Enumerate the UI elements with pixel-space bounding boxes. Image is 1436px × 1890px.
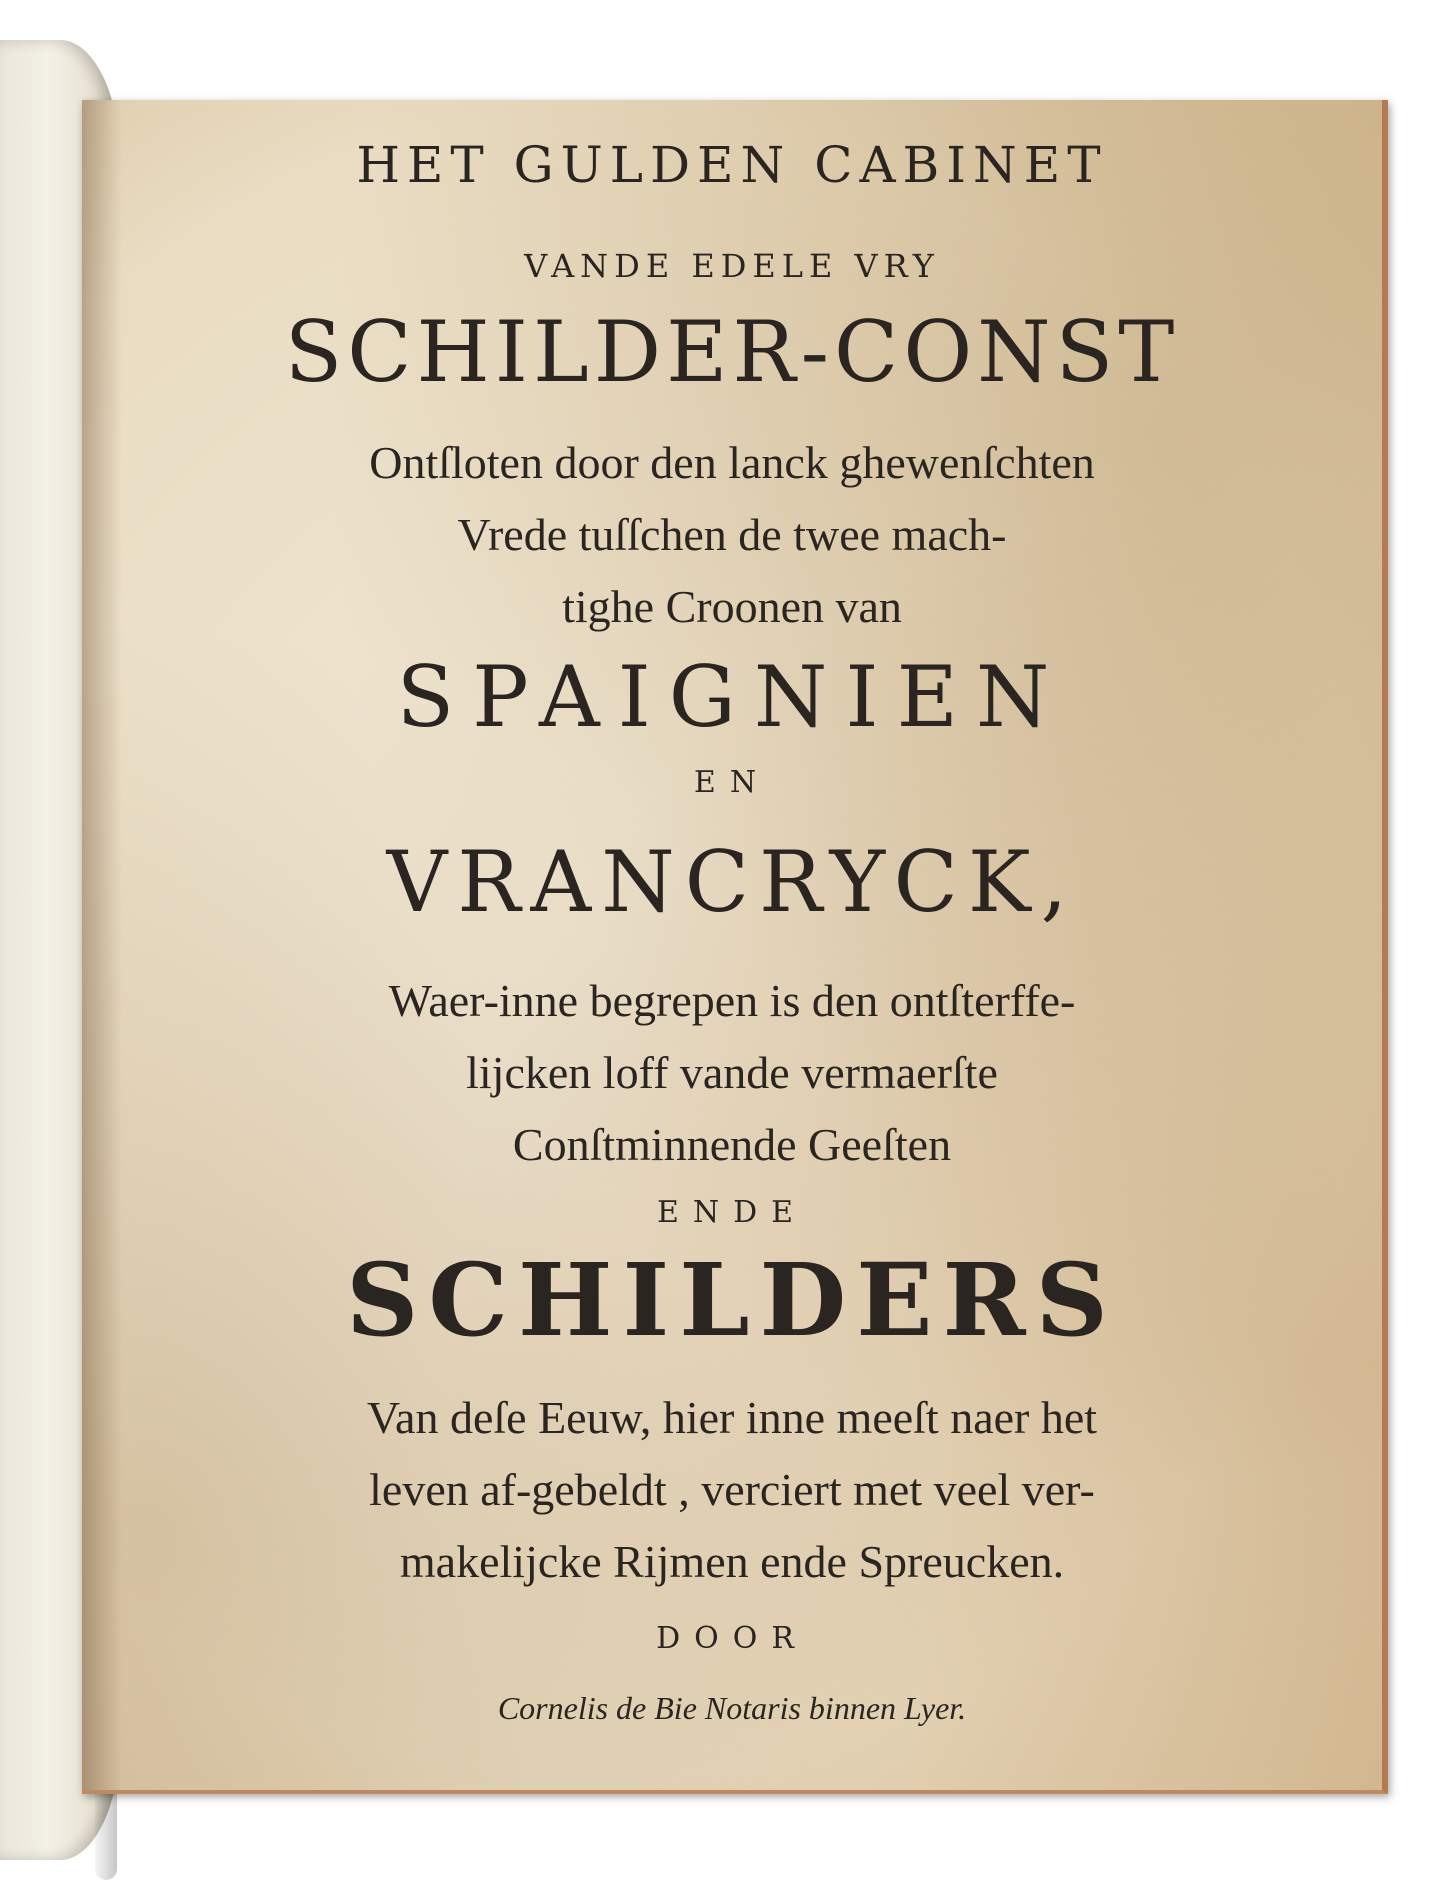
description-line-2: lijcken loff vande vermaerſte — [466, 1047, 998, 1098]
subtitle-line-1: Ontſloten door den lanck ghewenſchten — [369, 437, 1095, 488]
title-page-text — [82, 100, 1382, 1790]
country-spain: SPAIGNIEN — [396, 648, 1068, 746]
title-line-3: SCHILDER-CONST — [284, 303, 1180, 401]
description-line-1: Waer-inne begrepen is den ontſterffe- — [388, 975, 1076, 1026]
title-page — [82, 100, 1388, 1794]
by-label: DOOR — [656, 1621, 808, 1656]
title-line-1: HET GULDEN CABINET — [356, 136, 1108, 194]
heading-schilders: SCHILDERS — [346, 1241, 1118, 1359]
conjunction-en: EN — [693, 765, 771, 800]
conjunction-ende: ENDE — [656, 1195, 808, 1230]
closing-line-3: makelijcke Rijmen ende Spreucken. — [399, 1536, 1065, 1587]
country-france: VRANCRYCK, — [386, 833, 1078, 931]
description-line-3: Conſtminnende Geeſten — [512, 1119, 952, 1170]
title-line-2: VANDE EDELE VRY — [524, 247, 940, 285]
closing-line-1: Van deſe Eeuw, hier inne meeſt naer het — [366, 1392, 1098, 1443]
subtitle-line-3: tighe Croonen van — [562, 581, 902, 632]
author-line: Cornelis de Bie Notaris binnen Lyer. — [497, 1690, 967, 1726]
closing-line-2: leven af-gebeldt , verciert met veel ver- — [369, 1464, 1095, 1515]
subtitle-line-2: Vrede tuſſchen de twee mach- — [457, 509, 1007, 560]
